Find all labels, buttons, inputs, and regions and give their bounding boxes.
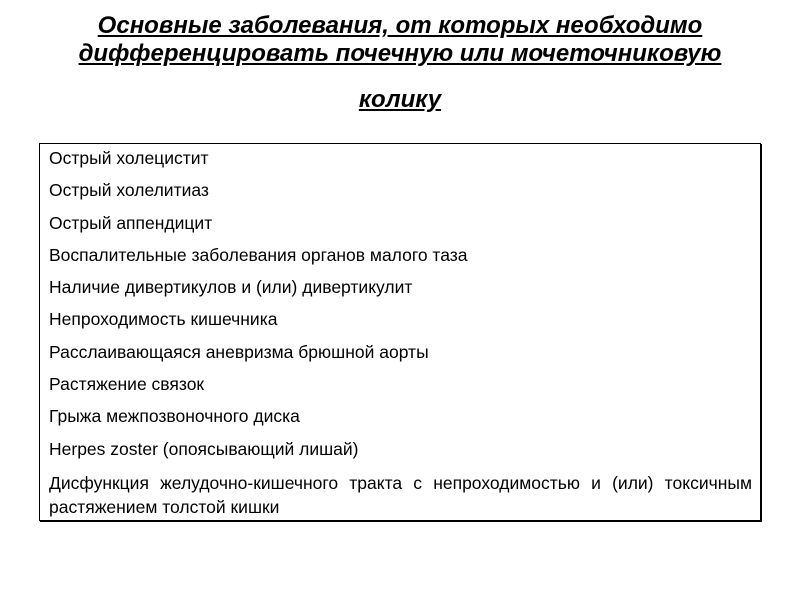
disease-item-disc-herniation: Грыжа межпозвоночного диска — [49, 406, 300, 427]
disease-item-acute-cholecystitis: Острый холецистит — [49, 148, 209, 168]
disease-list — [49, 147, 752, 519]
disease-item-aortic-dissection: Расслаивающаяся аневризма брюшной аорты — [49, 341, 429, 362]
title-line-2: дифференцировать почечную или мочеточниковую — [78, 40, 722, 67]
disease-list-box — [39, 143, 761, 521]
disease-item-herpes-zoster: Herpes zoster (опоясывающий лишай) — [49, 438, 359, 459]
disease-item-ligament-strain: Растяжение связок — [49, 374, 205, 395]
disease-item-diverticulitis: Наличие дивертикулов и (или) дивертикулит — [49, 277, 413, 298]
disease-item-bowel-obstruction: Непроходимость кишечника — [49, 309, 278, 330]
title-line-3: колику — [358, 86, 442, 113]
disease-item-acute-appendicitis: Острый аппендицит — [49, 212, 213, 233]
disease-item-gi-dysfunction: Дисфункция желудочно-кишечного тракта с непроходимостью и (или) токсичным растяжением толстой кишки — [49, 472, 752, 517]
title-line-1: Основные заболевания, от которых необходимо — [97, 12, 703, 39]
slide-title — [20, 12, 780, 114]
disease-item-acute-cholelithiasis: Острый холелитиаз — [49, 180, 209, 201]
disease-item-pelvic-inflammatory-disease: Воспалительные заболевания органов малого таза — [49, 244, 468, 265]
